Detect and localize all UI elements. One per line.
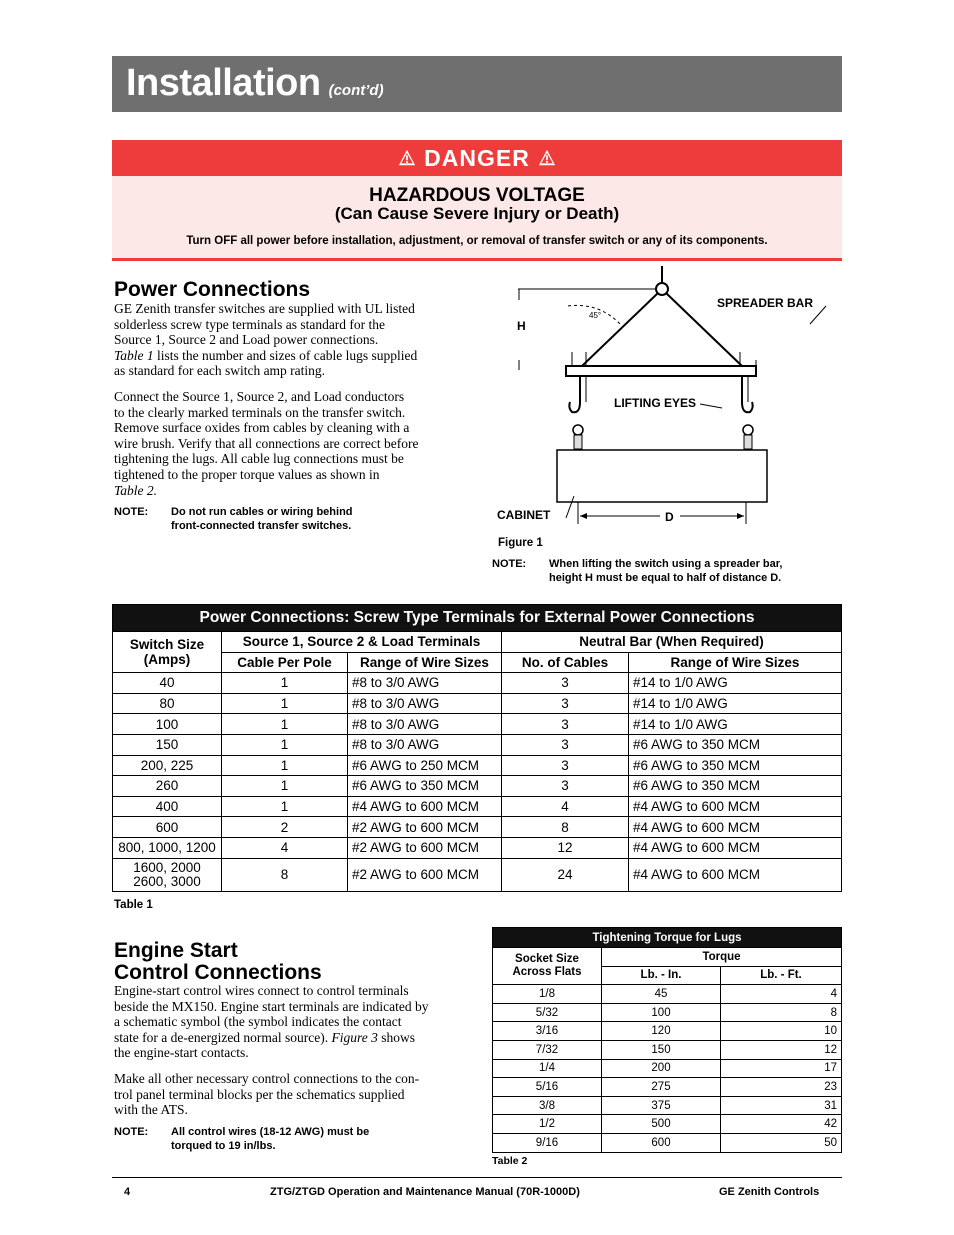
table-row — [493, 1022, 842, 1041]
table-cell: 120 — [602, 1022, 721, 1041]
column-header-no-of-cables: No. of Cables — [502, 652, 629, 673]
table-cell: #6 AWG to 350 MCM — [629, 755, 842, 776]
table-caption: Tightening Torque for Lugs — [493, 928, 842, 948]
danger-body — [112, 176, 842, 261]
column-header-socket-size — [493, 948, 602, 985]
heading-line: Control Connections — [114, 961, 322, 984]
table-cell: 40 — [113, 673, 222, 694]
table-cell: 8 — [721, 1003, 842, 1022]
column-group-neutral-bar: Neutral Bar (When Required) — [502, 632, 842, 653]
table-cell: 17 — [721, 1059, 842, 1078]
danger-banner — [112, 140, 842, 176]
table-cell: #8 to 3/0 AWG — [348, 673, 502, 694]
column-header-switch-size — [113, 632, 222, 673]
table-row — [113, 776, 842, 797]
table-row — [113, 796, 842, 817]
table-cell: #8 to 3/0 AWG — [348, 693, 502, 714]
table-caption-row — [113, 605, 842, 632]
table-cell: #6 AWG to 250 MCM — [348, 755, 502, 776]
text-line: Connect the Source 1, Source 2, and Load conductors — [114, 389, 405, 404]
text-line: front-connected transfer switches. — [171, 520, 352, 532]
table-cell: 500 — [602, 1115, 721, 1134]
table-cell: #4 AWG to 600 MCM — [629, 837, 842, 858]
table-cell: 100 — [113, 714, 222, 735]
lifting-eye-right-stem — [744, 435, 752, 449]
table-cell: #2 AWG to 600 MCM — [348, 817, 502, 838]
dimension-arrow-left — [580, 513, 587, 519]
table-cell — [113, 858, 222, 891]
header-line: Socket Size — [515, 953, 579, 966]
table-cell: 80 — [113, 693, 222, 714]
table-cell: 31 — [721, 1096, 842, 1115]
text-line: All control wires (18-12 AWG) must be — [171, 1126, 370, 1138]
table-cell: 24 — [502, 858, 629, 891]
table-row — [113, 673, 842, 694]
danger-heading: HAZARDOUS VOLTAGE — [369, 185, 585, 206]
text-line: beside the MX150. Engine start terminals are indicated by — [114, 998, 429, 1014]
distance-label: D — [665, 510, 674, 524]
text-line: the engine-start contacts. — [114, 1045, 249, 1061]
header-line: Switch Size — [129, 637, 205, 653]
cell-line: 2600, 3000 — [133, 873, 201, 889]
text-line: tightened to the proper torque values as shown in — [114, 466, 380, 482]
table-row — [493, 1040, 842, 1059]
table-row — [113, 817, 842, 838]
figure-reference: Figure 3 — [331, 1029, 378, 1045]
table-2-torque — [492, 927, 842, 1153]
table-cell: #2 AWG to 600 MCM — [348, 837, 502, 858]
table-cell: 400 — [113, 796, 222, 817]
engine-start-heading — [114, 940, 322, 984]
spreader-bar-label: SPREADER BAR — [717, 296, 814, 310]
right-hook — [742, 376, 753, 412]
table-cell: #14 to 1/0 AWG — [629, 673, 842, 694]
table-cell: 200 — [602, 1059, 721, 1078]
table-cell: 1/8 — [493, 985, 602, 1004]
table-cell: 3 — [502, 755, 629, 776]
table-2-body — [493, 985, 842, 1152]
table-cell: 3/16 — [493, 1022, 602, 1041]
text-line: When lifting the switch using a spreader bar, — [549, 558, 783, 570]
table-cell: 1 — [222, 755, 348, 776]
lifting-eye-left-stem — [574, 435, 582, 449]
table-header-row — [113, 632, 842, 653]
danger-label: DANGER — [424, 144, 530, 171]
text-line: torqued to 19 in/lbs. — [171, 1140, 276, 1152]
figure-note — [492, 557, 842, 587]
table-cell: 5/32 — [493, 1003, 602, 1022]
note-label: NOTE: — [114, 1126, 149, 1138]
table-cell: 3/8 — [493, 1096, 602, 1115]
table-2-label: Table 2 — [492, 1155, 528, 1167]
table-header-row — [493, 948, 842, 967]
table-cell: 3 — [502, 673, 629, 694]
lifting-eyes-label: LIFTING EYES — [614, 396, 697, 410]
text-line: Source 1, Source 2 and Load power connections. — [114, 332, 379, 348]
table-cell: 3 — [502, 776, 629, 797]
table-cell: 7/32 — [493, 1040, 602, 1059]
table-cell: 150 — [602, 1040, 721, 1059]
table-cell: 600 — [602, 1133, 721, 1152]
text-fragment: shows — [381, 1029, 416, 1045]
cabinet — [557, 450, 767, 502]
column-header-lb-in: Lb. - In. — [602, 966, 721, 985]
header-line: (Amps) — [143, 652, 191, 668]
table-row — [493, 1096, 842, 1115]
table-cell: #6 AWG to 350 MCM — [629, 776, 842, 797]
power-paragraph-1 — [114, 301, 474, 379]
table-cell: #6 AWG to 350 MCM — [348, 776, 502, 797]
table-row — [113, 837, 842, 858]
table-reference: Table 1 — [114, 347, 154, 363]
table-cell: 1 — [222, 734, 348, 755]
table-row — [493, 1003, 842, 1022]
warning-triangle-icon — [398, 149, 416, 167]
danger-instruction: Turn OFF all power before installation, adjustment, or removal of transfer switch or any of its components. — [186, 235, 768, 247]
table-cell: 375 — [602, 1096, 721, 1115]
cabinet-label: CABINET — [497, 508, 551, 522]
table-caption-row — [493, 928, 842, 948]
table-reference: Table 2. — [114, 482, 158, 498]
power-connections-heading: Power Connections — [114, 278, 311, 301]
table-row — [113, 755, 842, 776]
figure-caption: Figure 1 — [498, 537, 543, 549]
table-cell: #4 AWG to 600 MCM — [348, 796, 502, 817]
table-cell: 12 — [721, 1040, 842, 1059]
table-cell: 100 — [602, 1003, 721, 1022]
table-cell: 1 — [222, 693, 348, 714]
text-line: tightening the lugs. All cable lug connections must be — [114, 451, 404, 467]
table-cell: #14 to 1/0 AWG — [629, 714, 842, 735]
table-cell: 4 — [222, 837, 348, 858]
note-text — [171, 505, 353, 533]
text-line: with the ATS. — [114, 1102, 188, 1118]
column-header-wire-range-1: Range of Wire Sizes — [348, 652, 502, 673]
table-cell: 4 — [502, 796, 629, 817]
power-paragraph-2 — [114, 389, 474, 498]
note-text — [171, 1125, 369, 1153]
page-subtitle: (cont’d) — [328, 82, 384, 99]
lifting-eyes-leader — [700, 404, 722, 408]
text-line: a schematic symbol (the symbol indicates the contact — [114, 1014, 402, 1030]
table-cell: #4 AWG to 600 MCM — [629, 796, 842, 817]
table-cell: #4 AWG to 600 MCM — [629, 817, 842, 838]
table-cell: 1 — [222, 776, 348, 797]
height-label: H — [517, 319, 526, 333]
note-text — [549, 557, 782, 585]
table-cell: #8 to 3/0 AWG — [348, 714, 502, 735]
table-cell: 1/4 — [493, 1059, 602, 1078]
text-line: to the clearly marked terminals on the transfer switch. — [114, 404, 406, 420]
power-note — [114, 505, 454, 535]
text-fragment: lists the number and sizes of cable lugs supplied — [157, 347, 418, 363]
table-cell: 1 — [222, 714, 348, 735]
heading-line: Engine Start — [114, 939, 238, 962]
table-cell: #8 to 3/0 AWG — [348, 734, 502, 755]
company-name: GE Zenith Controls — [719, 1186, 820, 1198]
table-row — [493, 1115, 842, 1134]
table-cell: 12 — [502, 837, 629, 858]
table-1-label: Table 1 — [114, 899, 153, 911]
table-cell: #2 AWG to 600 MCM — [348, 858, 502, 891]
table-cell: 1 — [222, 796, 348, 817]
page-header-bar — [112, 56, 842, 112]
table-cell: 5/16 — [493, 1078, 602, 1097]
column-group-source-load: Source 1, Source 2 & Load Terminals — [222, 632, 502, 653]
table-row — [493, 1078, 842, 1097]
angle-label: 45° — [589, 311, 602, 320]
table-cell: 275 — [602, 1078, 721, 1097]
page-title — [126, 62, 384, 105]
text-line: height H must be equal to half of distance D. — [549, 572, 782, 584]
sling-left — [582, 293, 658, 366]
page-number: 4 — [124, 1186, 131, 1198]
text-line: Do not run cables or wiring behind — [171, 506, 353, 518]
table-cell: 4 — [721, 985, 842, 1004]
engine-paragraph-2 — [114, 1071, 474, 1118]
table-caption: Power Connections: Screw Type Terminals for External Power Connections — [113, 605, 842, 632]
table-row — [113, 858, 842, 891]
engine-note — [114, 1125, 464, 1155]
table-1-terminals — [112, 604, 842, 892]
table-cell: 1/2 — [493, 1115, 602, 1134]
table-cell: 3 — [502, 693, 629, 714]
engine-paragraph-1 — [114, 983, 474, 1061]
table-cell: 800, 1000, 1200 — [113, 837, 222, 858]
column-header-wire-range-2: Range of Wire Sizes — [629, 652, 842, 673]
text-line: Make all other necessary control connections to the con- — [114, 1071, 420, 1086]
footer-rule — [112, 1177, 842, 1178]
page-title-text: Installation — [126, 62, 321, 104]
table-row — [493, 1133, 842, 1152]
left-hook — [569, 376, 580, 412]
table-cell: 23 — [721, 1078, 842, 1097]
table-cell: 3 — [502, 714, 629, 735]
text-line — [114, 1030, 474, 1046]
table-row — [113, 693, 842, 714]
text-line: as standard for each switch amp rating. — [114, 363, 326, 379]
table-cell: #4 AWG to 600 MCM — [629, 858, 842, 891]
table-cell: 150 — [113, 734, 222, 755]
text-line: trol panel terminal blocks per the schematics supplied — [114, 1086, 405, 1102]
table-cell: 2 — [222, 817, 348, 838]
cell-line: 1600, 2000 — [133, 859, 201, 875]
text-line: GE Zenith transfer switches are supplied with UL listed — [114, 301, 415, 316]
spreader-bar — [566, 366, 756, 376]
table-cell: 42 — [721, 1115, 842, 1134]
table-row — [113, 734, 842, 755]
table-subheader-row — [113, 652, 842, 673]
dimension-arrow-right — [737, 513, 744, 519]
text-line: Engine-start control wires connect to control terminals — [114, 983, 409, 998]
figure-1-lifting-diagram — [490, 262, 842, 532]
column-header-cable-per-pole: Cable Per Pole — [222, 652, 348, 673]
text-line: wire brush. Verify that all connections are correct before — [114, 435, 419, 451]
warning-triangle-icon — [538, 149, 556, 167]
lifting-eye-left — [573, 425, 583, 435]
text-line: Remove surface oxides from cables by cleaning with a — [114, 420, 410, 436]
table-cell: 1 — [222, 673, 348, 694]
table-cell: 45 — [602, 985, 721, 1004]
note-label: NOTE: — [114, 506, 149, 518]
table-cell: 10 — [721, 1022, 842, 1041]
table-cell: 600 — [113, 817, 222, 838]
manual-title: ZTG/ZTGD Operation and Maintenance Manual (70R-1000D) — [270, 1186, 580, 1198]
table-cell: 3 — [502, 734, 629, 755]
table-row — [113, 714, 842, 735]
note-label: NOTE: — [492, 558, 527, 570]
text-line — [114, 348, 474, 364]
header-line: Across Flats — [512, 966, 582, 979]
lifting-eye-right — [743, 425, 753, 435]
column-group-torque: Torque — [602, 948, 842, 967]
table-cell: 50 — [721, 1133, 842, 1152]
danger-subheading: (Can Cause Severe Injury or Death) — [334, 204, 620, 223]
table-row — [493, 1059, 842, 1078]
text-fragment: state for a de-energized normal source). — [114, 1029, 329, 1045]
table-cell: 8 — [502, 817, 629, 838]
column-header-lb-ft: Lb. - Ft. — [721, 966, 842, 985]
table-cell: #14 to 1/0 AWG — [629, 693, 842, 714]
table-cell: 200, 225 — [113, 755, 222, 776]
table-row — [493, 985, 842, 1004]
table-cell: 260 — [113, 776, 222, 797]
table-cell: 9/16 — [493, 1133, 602, 1152]
table-cell: 8 — [222, 858, 348, 891]
table-cell: #6 AWG to 350 MCM — [629, 734, 842, 755]
text-line: solderless screw type terminals as standard for the — [114, 316, 386, 332]
table-1-body — [113, 673, 842, 858]
